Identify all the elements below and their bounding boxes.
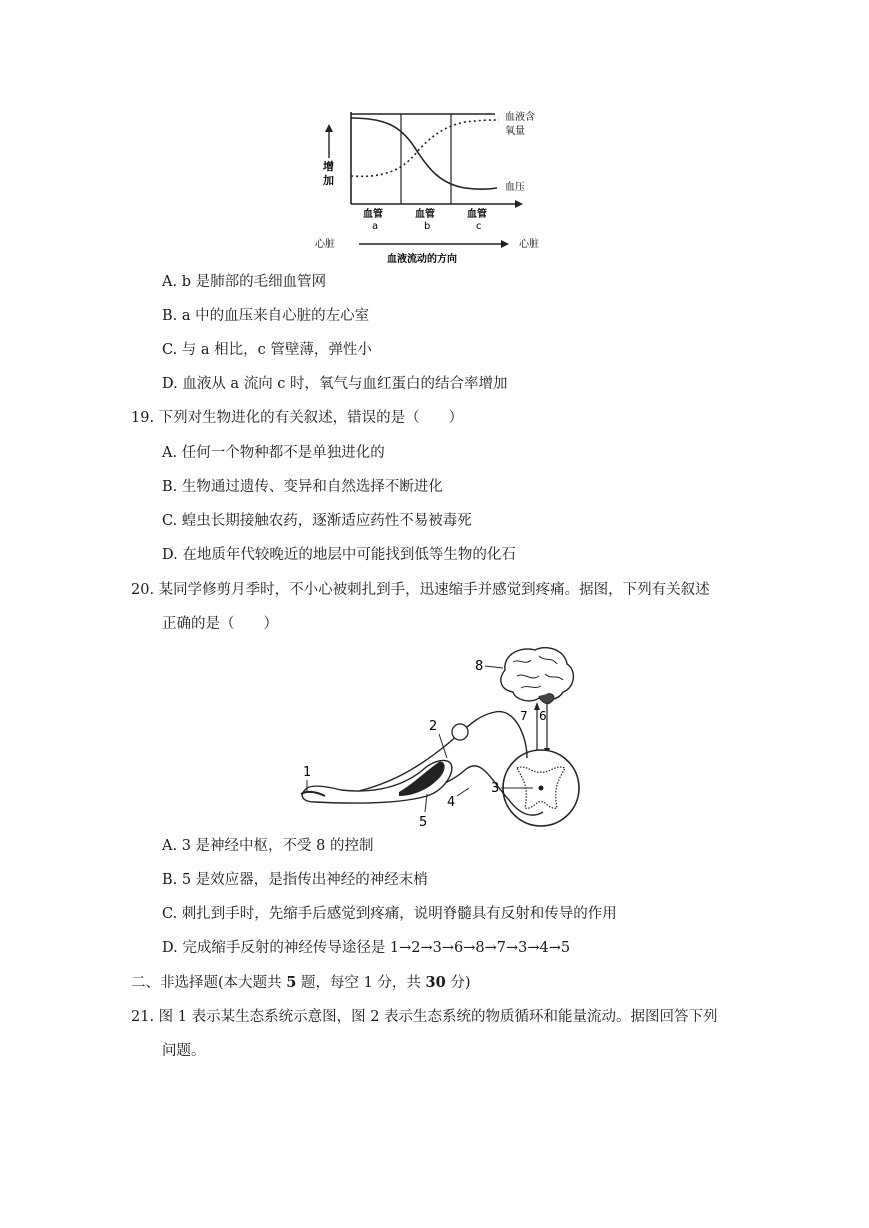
label-3: 3: [491, 781, 500, 796]
section-2-prefix: 二、非选择题(本大题共: [131, 975, 287, 991]
vessel-b-label: 血管: [415, 209, 435, 220]
label-6: 6: [539, 709, 547, 723]
q18-option-b: B. a 中的血压来自心脏的左心室: [162, 308, 370, 324]
blood-flow-figure: [315, 100, 560, 268]
q18-option-c: C. 与 a 相比，c 管壁薄，弹性小: [162, 342, 372, 358]
label-7: 7: [520, 709, 528, 723]
q20-stem-line2: 正确的是（ ）: [162, 616, 278, 632]
q19-option-c: C. 蝗虫长期接触农药，逐渐适应药性不易被毒死: [162, 513, 472, 529]
q19-option-a: A. 任何一个物种都不是单独进化的: [162, 445, 385, 461]
q19-option-b: B. 生物通过遗传、变异和自然选择不断进化: [162, 479, 443, 495]
q21-stem-line2: 问题。: [162, 1043, 206, 1059]
oxygen-label-1: 血液含: [505, 112, 535, 123]
q20-option-d: D. 完成缩手反射的神经传导途径是 1→2→3→6→8→7→3→4→5: [162, 940, 571, 956]
vessel-c-label: 血管: [467, 209, 487, 220]
q21-stem-line1: 21. 图 1 表示某生态系统示意图，图 2 表示生态系统的物质循环和能量流动。据图回答下列: [131, 1009, 718, 1025]
q18-option-d: D. 血液从 a 流向 c 时，氧气与血红蛋白的结合率增加: [162, 376, 508, 392]
y-label-2: 加: [323, 174, 334, 187]
label-4: 4: [447, 795, 456, 810]
q19-stem: 19. 下列对生物进化的有关叙述，错误的是（ ）: [131, 410, 464, 426]
vessel-a-letter: a: [372, 221, 379, 232]
vessel-b-letter: b: [424, 221, 431, 232]
q18-option-a: A. b 是肺部的毛细血管网: [162, 274, 327, 290]
q20-option-a: A. 3 是神经中枢，不受 8 的控制: [162, 838, 374, 854]
label-5: 5: [419, 815, 428, 830]
pressure-label: 血压: [505, 182, 525, 193]
q19-option-d: D. 在地质年代较晚近的地层中可能找到低等生物的化石: [162, 547, 516, 563]
brain-icon: [501, 648, 574, 704]
vessel-a-label: 血管: [363, 209, 383, 220]
label-1: 1: [303, 765, 312, 780]
heart-right-label: 心脏: [519, 239, 539, 250]
y-label-1: 增: [323, 160, 334, 173]
q20-stem-line1: 20. 某同学修剪月季时，不小心被刺扎到手，迅速缩手并感觉到疼痛。据图，下列有关叙述: [131, 582, 710, 598]
section-2-middle: 题，每空 1 分，共: [296, 975, 426, 991]
oxygen-label-2: 氧量: [505, 126, 525, 137]
reflex-arc-figure: [295, 640, 595, 830]
heart-left-label: 心脏: [315, 239, 335, 250]
label-2: 2: [429, 719, 438, 734]
section-2-heading: [131, 973, 471, 993]
label-8: 8: [475, 659, 484, 674]
section-2-suffix: 分): [445, 975, 471, 991]
q20-option-c: C. 刺扎到手时，先缩手后感觉到疼痛，说明脊髓具有反射和传导的作用: [162, 906, 617, 922]
vessel-c-letter: c: [476, 221, 482, 232]
q20-option-b: B. 5 是效应器，是指传出神经的神经末梢: [162, 872, 428, 888]
flow-direction-label: 血液流动的方向: [387, 254, 457, 265]
section-2-count: 5: [286, 974, 297, 991]
section-2-score: 30: [425, 974, 446, 991]
